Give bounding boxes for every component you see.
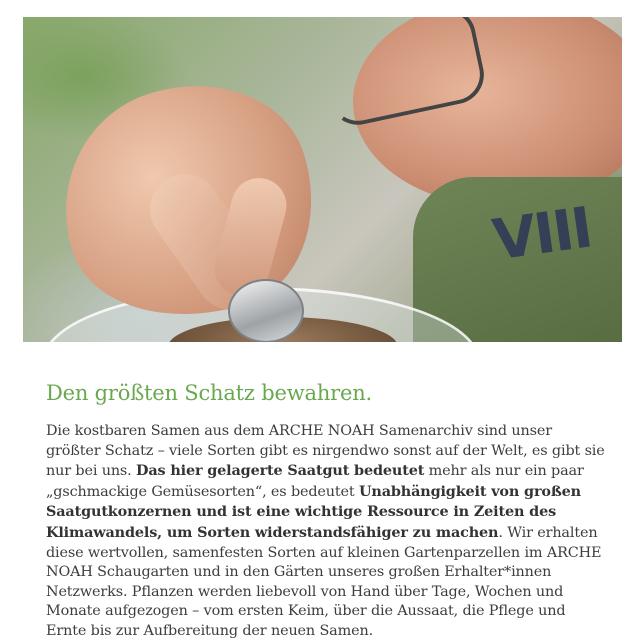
paragraph-bold-run: Das hier gelagerte Saatgut bedeutet	[136, 462, 425, 480]
shirt-lettering: VIII	[488, 195, 595, 274]
paragraph-run: . Wir erhalten diese wertvollen, samenfesten Sorten auf kleinen Gartenparzellen im ARCHE NOAH Schaugarten und in den Gärten unseres großen Erhalter*innen Netzwerks. Pflanzen werden liebevoll von Hand über Tage, Wochen und Monate aufgezogen – vom ersten Keim, über die Aussaat, die Pflege und Ernte bis zur Aufbereitung der neuen Samen.	[46, 524, 602, 639]
magnifier-loupe-illustration	[228, 279, 304, 342]
article-heading: Den größten Schatz bewahren.	[46, 381, 373, 405]
paragraph-run: mehr als nur ein paar „gschmackige Gemüsesorten“, es bedeutet	[46, 463, 584, 500]
hero-image	[23, 17, 622, 342]
article-paragraph	[46, 422, 606, 642]
paragraph-bold-run: Unabhängigkeit von großen Saatgutkonzernen und ist eine wichtige Ressource in Zeiten des Klimawandels, um Sorten widerstandsfähiger zu machen	[46, 482, 581, 541]
paragraph-run: Die kostbaren Samen aus dem ARCHE NOAH Samenarchiv sind unser größter Schatz – viele Sorten gibt es nirgendwo sonst auf der Welt, es gibt sie nur bei uns.	[46, 423, 605, 480]
